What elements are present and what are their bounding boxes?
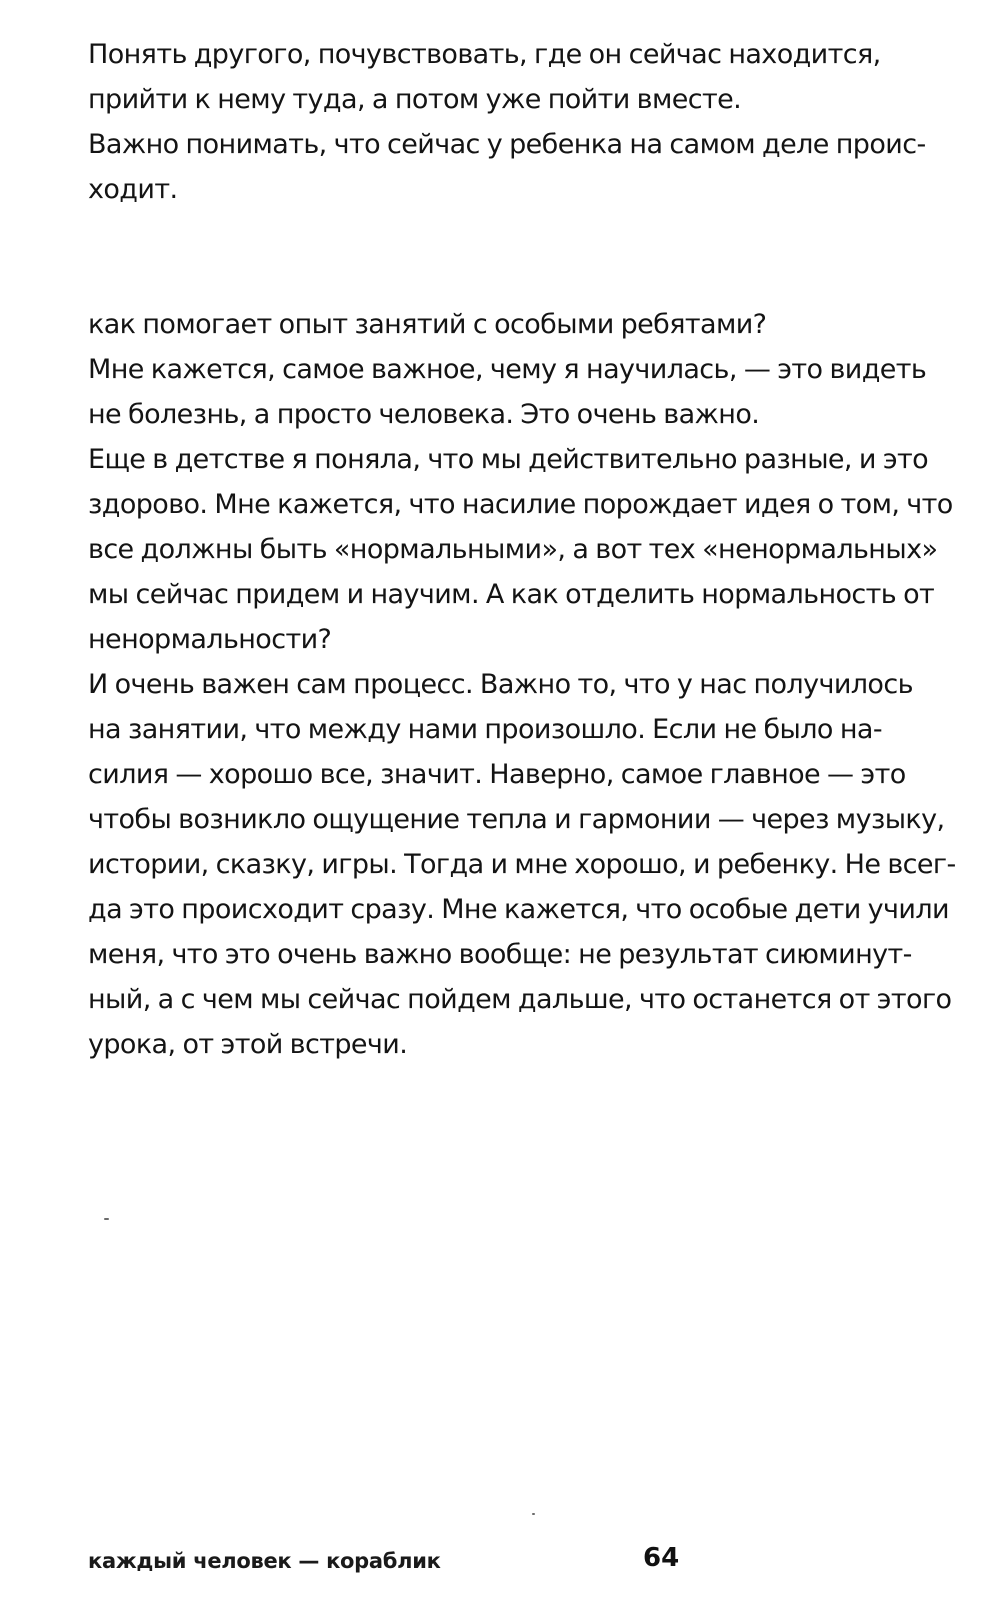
scan-speck <box>104 1218 109 1220</box>
scan-speck <box>532 1513 535 1515</box>
section-question: как помогает опыт занятий с особыми ребятами? <box>88 309 767 340</box>
text-line: урока, от этой встречи. <box>88 1029 408 1060</box>
body-text <box>88 32 968 1067</box>
paragraph-2 <box>88 302 968 1067</box>
text-line: прийти к нему туда, а потом уже пойти вместе. <box>88 84 742 115</box>
text-line: да это происходит сразу. Мне кажется, что особые дети учили <box>88 894 949 925</box>
text-line: ненормальности? <box>88 624 332 655</box>
text-line: не болезнь, а просто человека. Это очень важно. <box>88 399 760 430</box>
text-line: Понять другого, почувствовать, где он сейчас находится, <box>88 39 881 70</box>
text-line: все должны быть «нормальными», а вот тех «ненормальных» <box>88 534 938 565</box>
paragraph-spacer <box>88 212 968 302</box>
text-line: Мне кажется, самое важное, чему я научилась, — это видеть <box>88 354 927 385</box>
text-line: ный, а с чем мы сейчас пойдем дальше, что останется от этого <box>88 984 952 1015</box>
text-line: мы сейчас придем и научим. А как отделить нормальность от <box>88 579 935 610</box>
text-line: силия — хорошо все, значит. Наверно, самое главное — это <box>88 759 906 790</box>
text-line: меня, что это очень важно вообще: не результат сиюминут- <box>88 939 912 970</box>
text-line: Еще в детстве я поняла, что мы действительно разные, и это <box>88 444 929 475</box>
text-line: И очень важен сам процесс. Важно то, что у нас получилось <box>88 669 913 700</box>
text-line: на занятии, что между нами произошло. Если не было на- <box>88 714 882 745</box>
text-line: истории, сказку, игры. Тогда и мне хорошо, и ребенку. Не всег- <box>88 849 956 880</box>
text-line: ходит. <box>88 174 178 205</box>
page-number: 64 <box>643 1543 680 1573</box>
running-title: каждый человек — кораблик <box>88 1549 441 1573</box>
text-line: чтобы возникло ощущение тепла и гармонии — через музыку, <box>88 804 945 835</box>
text-line: Важно понимать, что сейчас у ребенка на самом деле проис- <box>88 129 926 160</box>
text-line: здорово. Мне кажется, что насилие порождает идея о том, что <box>88 489 953 520</box>
paragraph-1 <box>88 32 968 212</box>
